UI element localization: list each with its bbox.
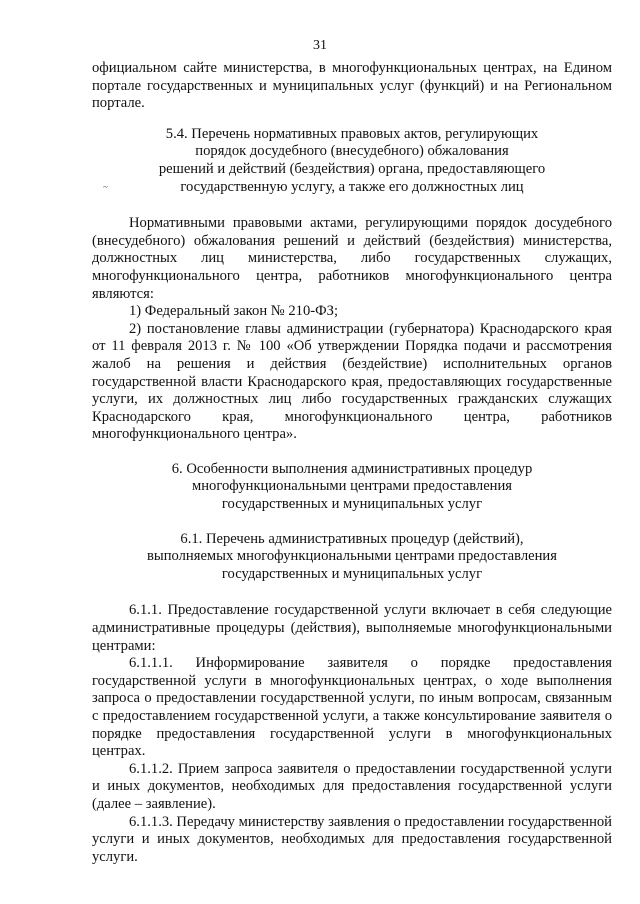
list-item-federal-law: 1) Федеральный закон № 210-ФЗ; — [129, 303, 339, 320]
paragraph-6-1-1: 6.1.1. Предоставление государственной услуги включает в себя следующие административные процедуры (действия), выполняемые многофункциональными центрами: — [92, 602, 612, 654]
document-body — [92, 60, 612, 866]
heading-line: многофункциональными центрами предоставления — [191, 478, 513, 495]
page-number: 31 — [313, 38, 327, 53]
list-item-governor-decree: 2) постановление главы администрации (губернатора) Краснодарского края от 11 февраля 2013 г. № 100 «Об утверждении Порядка подачи и рассмотрения жалоб на решения и действия (бездействие) исполнительных органов государственной власти Краснодарского края, предоставляющих государственные услуги, их должностных лиц либо государственных гражданских служащих Краснодарского края, многофункционального центра, работников многофункционального центра». — [92, 320, 612, 443]
heading-5-4 — [92, 126, 612, 196]
heading-line: государственных и муниципальных услуг — [221, 565, 483, 582]
heading-line: 6.1. Перечень административных процедур (действий), — [180, 530, 524, 547]
scan-mark: ~ — [103, 182, 108, 192]
heading-line: порядок досудебного (внесудебного) обжалования — [195, 143, 509, 160]
paragraph-normative-acts: Нормативными правовыми актами, регулирующими порядок досудебного (внесудебного) обжалования решений и действий (бездействия) министерства, должностных лиц министерства, либо государственных служащих, многофункционального центра, работников многофункционального центра являются: — [92, 215, 612, 302]
heading-line: выполняемых многофункциональными центрами предоставления — [147, 548, 557, 565]
heading-6-1 — [92, 531, 612, 584]
paragraph-intro: официальном сайте министерства, в многофункциональных центрах, на Едином портале государственных и муниципальных услуг (функций) и на Региональном портале. — [92, 60, 612, 112]
heading-line: государственных и муниципальных услуг — [221, 496, 483, 513]
paragraph-6-1-1-2: 6.1.1.2. Прием запроса заявителя о предоставлении государственной услуги и иных документов, необходимых для предоставления государственной услуги (далее – заявление). — [92, 760, 612, 812]
heading-line: решений и действий (бездействия) органа, предоставляющего — [158, 160, 546, 177]
heading-6 — [92, 461, 612, 514]
heading-line: 5.4. Перечень нормативных правовых актов, регулирующих — [165, 125, 539, 142]
heading-line: 6. Особенности выполнения административных процедур — [171, 460, 533, 477]
paragraph-6-1-1-1: 6.1.1.1. Информирование заявителя о порядке предоставления государственной услуги в многофункциональных центрах, о ходе выполнения запроса о предоставлении государственной услуги, по иным вопросам, связанным с предоставлением государственной услуги, а также консультирование заявителя о порядке предоставления государственной услуги в многофункциональных центрах. — [92, 655, 612, 760]
paragraph-6-1-1-3: 6.1.1.3. Передачу министерству заявления о предоставлении государственной услуги и иных документов, необходимых для предоставления государственной услуги. — [92, 813, 612, 865]
heading-line: государственную услугу, а также его должностных лиц — [180, 178, 524, 195]
